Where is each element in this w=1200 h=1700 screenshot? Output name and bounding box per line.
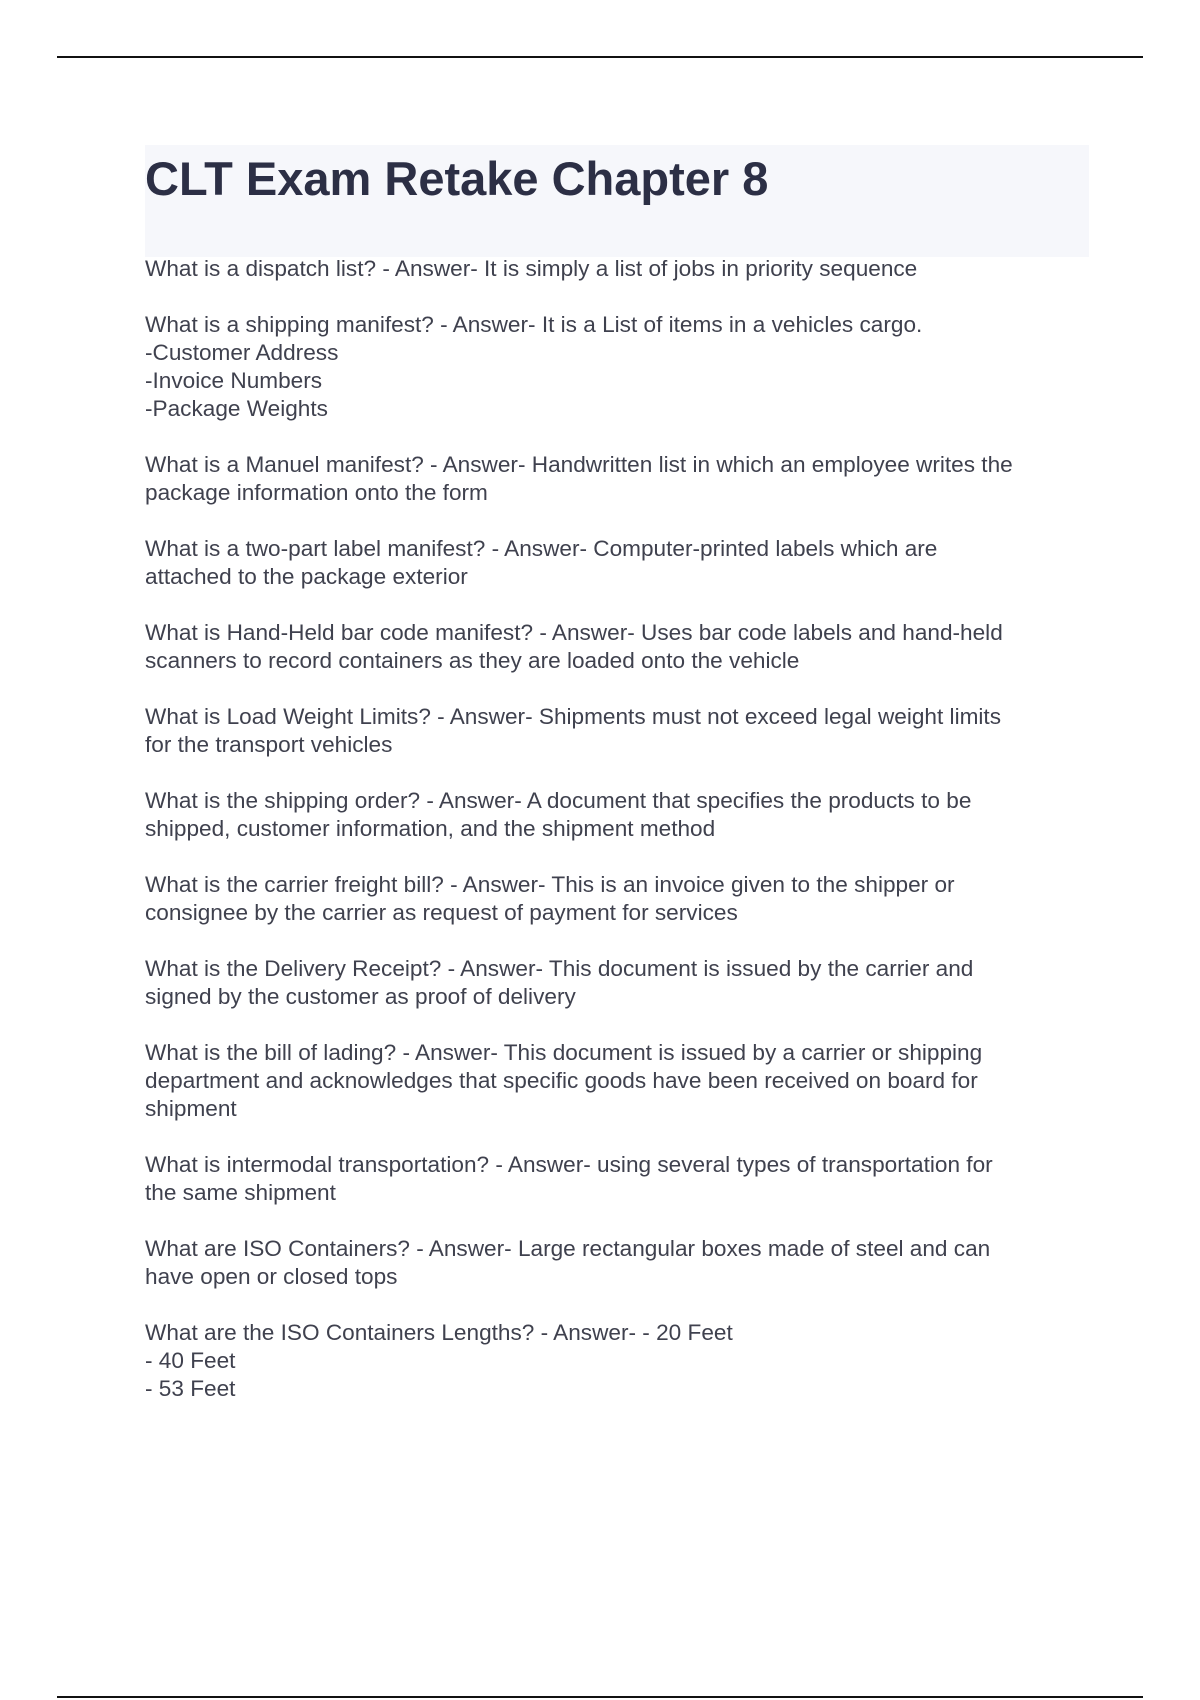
qa-line: -Package Weights bbox=[145, 396, 328, 421]
qa-line: -Invoice Numbers bbox=[145, 368, 323, 393]
qa-list bbox=[145, 255, 1085, 1431]
qa-item bbox=[145, 255, 1085, 283]
qa-line: for the transport vehicles bbox=[145, 732, 393, 757]
qa-line: What are ISO Containers? - Answer- Large rectangular boxes made of steel and can bbox=[145, 1236, 991, 1261]
qa-line: What are the ISO Containers Lengths? - Answer- - 20 Feet bbox=[145, 1320, 733, 1345]
qa-line: What is the Delivery Receipt? - Answer- This document is issued by the carrier and bbox=[145, 956, 974, 981]
page-title: CLT Exam Retake Chapter 8 bbox=[145, 152, 769, 205]
qa-item bbox=[145, 619, 1085, 675]
qa-line: What is a dispatch list? - Answer- It is simply a list of jobs in priority sequence bbox=[145, 256, 918, 281]
qa-item bbox=[145, 1151, 1085, 1207]
qa-line: attached to the package exterior bbox=[145, 564, 468, 589]
bottom-divider bbox=[57, 1696, 1143, 1698]
qa-item bbox=[145, 1319, 1085, 1403]
qa-line: What is the bill of lading? - Answer- This document is issued by a carrier or shipping bbox=[145, 1040, 983, 1065]
qa-item bbox=[145, 787, 1085, 843]
qa-line: - 40 Feet bbox=[145, 1348, 236, 1373]
qa-line: signed by the customer as proof of delivery bbox=[145, 984, 576, 1009]
qa-line: scanners to record containers as they are loaded onto the vehicle bbox=[145, 648, 800, 673]
qa-item bbox=[145, 1039, 1085, 1123]
qa-item bbox=[145, 871, 1085, 927]
qa-item bbox=[145, 955, 1085, 1011]
qa-line: consignee by the carrier as request of payment for services bbox=[145, 900, 738, 925]
qa-line: What is intermodal transportation? - Answer- using several types of transportation for bbox=[145, 1152, 993, 1177]
qa-line: What is a shipping manifest? - Answer- It is a List of items in a vehicles cargo. bbox=[145, 312, 923, 337]
qa-line: shipped, customer information, and the shipment method bbox=[145, 816, 716, 841]
qa-line: What is a two-part label manifest? - Answer- Computer-printed labels which are bbox=[145, 536, 938, 561]
qa-line: What is the carrier freight bill? - Answer- This is an invoice given to the shipper or bbox=[145, 872, 955, 897]
qa-line: package information onto the form bbox=[145, 480, 488, 505]
qa-line: -Customer Address bbox=[145, 340, 339, 365]
qa-line: What is Load Weight Limits? - Answer- Shipments must not exceed legal weight limits bbox=[145, 704, 1002, 729]
qa-line: What is Hand-Held bar code manifest? - Answer- Uses bar code labels and hand-held bbox=[145, 620, 1003, 645]
qa-line: shipment bbox=[145, 1096, 237, 1121]
qa-item bbox=[145, 535, 1085, 591]
qa-line: - 53 Feet bbox=[145, 1376, 236, 1401]
qa-line: have open or closed tops bbox=[145, 1264, 398, 1289]
top-divider bbox=[57, 56, 1143, 58]
qa-item bbox=[145, 311, 1085, 423]
qa-item bbox=[145, 1235, 1085, 1291]
qa-line: department and acknowledges that specific goods have been received on board for bbox=[145, 1068, 978, 1093]
qa-line: the same shipment bbox=[145, 1180, 336, 1205]
title-block bbox=[145, 145, 1089, 257]
qa-item bbox=[145, 451, 1085, 507]
qa-line: What is the shipping order? - Answer- A document that specifies the products to be bbox=[145, 788, 972, 813]
qa-line: What is a Manuel manifest? - Answer- Handwritten list in which an employee writes the bbox=[145, 452, 1013, 477]
qa-item bbox=[145, 703, 1085, 759]
